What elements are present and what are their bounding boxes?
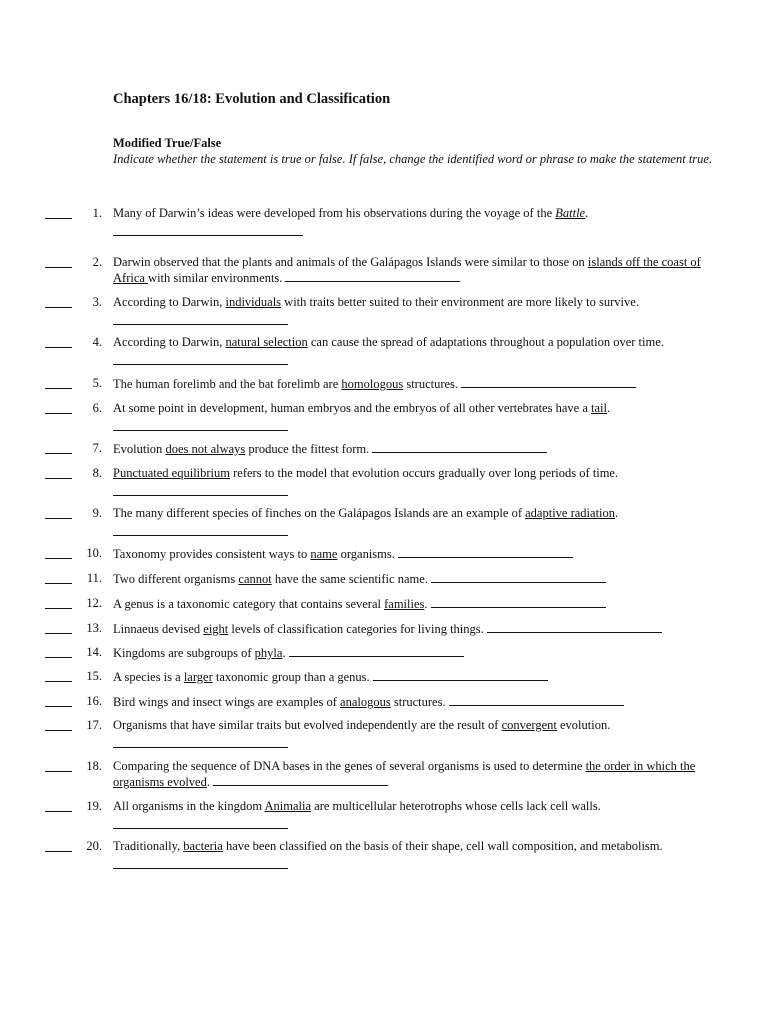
statement-text: . [282,646,286,660]
statement-text: can cause the spread of adaptations throughout a population over time. [307,335,664,349]
question-number: 4. [92,335,102,349]
statement-text: . [615,506,619,520]
question-statement [113,466,725,496]
answer-blank[interactable] [45,267,72,268]
statement-text: have been classified on the basis of their shape, cell wall composition, and metabolism. [222,839,663,853]
page-title: Chapters 16/18: Evolution and Classification [113,91,391,107]
correction-line[interactable] [213,774,388,786]
identified-term: families [384,597,425,611]
question-number: 14. [86,645,102,659]
question-number: 15. [86,669,102,683]
identified-term: tail [591,401,607,415]
question-number: 19. [86,799,102,813]
statement-text: A genus is a taxonomic category that contains several [113,597,385,611]
answer-blank[interactable] [45,218,72,219]
question-number: 9. [92,506,102,520]
statement-text: At some point in development, human embryos and the embryos of all other vertebrates have a [113,401,591,415]
answer-blank[interactable] [45,478,72,479]
question-statement [113,506,725,536]
answer-blank[interactable] [45,388,72,389]
statement-text: structures. [403,377,459,391]
question-statement [113,694,725,710]
statement-text: evolution. [556,718,611,732]
question-statement [113,621,725,637]
correction-line[interactable] [113,817,288,829]
statement-text: . [585,206,589,220]
question-statement [113,401,725,431]
question-number: 17. [86,718,102,732]
correction-line[interactable] [113,857,288,869]
statement-text: All organisms in the kingdom [113,799,265,813]
correction-line[interactable] [373,669,548,681]
answer-blank[interactable] [45,851,72,852]
identified-term: islands off the coast of Africa [113,255,701,285]
statement-text: Evolution [113,442,166,456]
question-number: 8. [92,466,102,480]
section-instructions: Indicate whether the statement is true or false. If false, change the identified word or phrase to make the statement true. [113,152,713,166]
statement-text: Comparing the sequence of DNA bases in the genes of several organisms is used to determine [113,759,586,773]
answer-blank[interactable] [45,583,72,584]
correction-line[interactable] [372,441,547,453]
answer-blank[interactable] [45,558,72,559]
question-statement [113,799,725,829]
question-number: 7. [92,441,102,455]
answer-blank[interactable] [45,811,72,812]
question-statement [113,376,725,392]
question-statement [113,596,725,612]
statement-text: with similar environments. [148,271,283,285]
question-statement [113,669,725,685]
question-number: 3. [92,295,102,309]
statement-text: The human forelimb and the bat forelimb are [113,377,342,391]
correction-line[interactable] [461,376,636,388]
answer-blank[interactable] [45,347,72,348]
answer-blank[interactable] [45,307,72,308]
identified-term: adaptive radiation [525,506,616,520]
statement-text: Traditionally, [113,839,184,853]
question-statement [113,839,725,869]
identified-term: natural selection [225,335,308,349]
statement-text: have the same scientific name. [271,572,428,586]
correction-line[interactable] [113,419,288,431]
question-number: 6. [92,401,102,415]
statement-text: refers to the model that evolution occurs gradually over long periods of time. [230,466,619,480]
question-number: 5. [92,376,102,390]
answer-blank[interactable] [45,518,72,519]
answer-blank[interactable] [45,633,72,634]
statement-text: Two different organisms [113,572,239,586]
question-statement [113,546,725,562]
correction-line[interactable] [431,596,606,608]
statement-text: structures. [390,695,446,709]
identified-term: Battle [555,206,586,220]
statement-text: A species is a [113,670,184,684]
correction-line[interactable] [113,313,288,325]
identified-term: name [310,547,338,561]
question-statement [113,441,725,457]
question-number: 11. [86,571,102,585]
statement-text: . [606,401,611,415]
question-statement [113,295,725,325]
identified-term: the order in which the organisms evolved [113,759,696,789]
correction-line[interactable] [113,524,288,536]
identified-term: phyla [254,646,283,660]
statement-text: Many of Darwin’s ideas were developed from his observations during the voyage of the [113,206,556,220]
question-statement [113,255,725,286]
identified-term: cannot [238,572,272,586]
identified-term: Animalia [264,799,312,813]
question-statement [113,571,725,587]
statement-text: Kingdoms are subgroups of [113,646,255,660]
answer-blank[interactable] [45,771,72,772]
identified-term: convergent [501,718,557,732]
question-number: 1. [92,206,102,220]
statement-text: Taxonomy provides consistent ways to [113,547,311,561]
question-number: 20. [86,839,102,853]
question-statement [113,206,725,236]
question-statement [113,645,725,661]
answer-blank[interactable] [45,730,72,731]
question-statement [113,759,725,790]
identified-term: homologous [341,377,404,391]
correction-line[interactable] [113,736,288,748]
statement-text: . [424,597,428,611]
statement-text: levels of classification categories for living things. [228,622,484,636]
correction-line[interactable] [113,484,288,496]
correction-line[interactable] [113,224,303,236]
correction-line[interactable] [487,621,662,633]
statement-text: Darwin observed that the plants and animals of the Galápagos Islands were similar to those on [113,255,588,269]
identified-term: analogous [340,695,391,709]
statement-text: According to Darwin, [113,295,226,309]
question-number: 12. [86,596,102,610]
identified-term: eight [203,622,229,636]
statement-text: organisms. [337,547,395,561]
correction-line[interactable] [285,270,460,282]
answer-blank[interactable] [45,681,72,682]
correction-line[interactable] [431,571,606,583]
statement-text: Organisms that have similar traits but evolved independently are the result of [113,718,502,732]
statement-text: Bird wings and insect wings are examples of [113,695,341,709]
section-heading: Modified True/False [113,136,222,150]
answer-blank[interactable] [45,657,72,658]
statement-text: are multicellular heterotrophs whose cells lack cell walls. [311,799,601,813]
identified-term: Punctuated equilibrium [113,466,230,480]
answer-blank[interactable] [45,413,72,414]
question-number: 16. [86,694,102,708]
question-number: 10. [86,546,102,560]
identified-term: individuals [225,295,282,309]
answer-blank[interactable] [45,608,72,609]
correction-line[interactable] [113,353,288,365]
identified-term: larger [183,670,213,684]
statement-text: Linnaeus devised [113,622,204,636]
question-statement [113,335,725,365]
question-statement [113,718,725,748]
question-number: 18. [86,759,102,773]
correction-line[interactable] [289,645,464,657]
statement-text: taxonomic group than a genus. [212,670,370,684]
statement-text: . [206,775,210,789]
question-number: 2. [92,255,102,269]
correction-line[interactable] [449,694,624,706]
question-number: 13. [86,621,102,635]
correction-line[interactable] [398,546,573,558]
statement-text: with traits better suited to their environment are more likely to survive. [281,295,639,309]
answer-blank[interactable] [45,453,72,454]
identified-term: bacteria [183,839,223,853]
identified-term: does not always [165,442,246,456]
statement-text: produce the fittest form. [245,442,370,456]
statement-text: According to Darwin, [113,335,226,349]
statement-text: The many different species of finches on the Galápagos Islands are an example of [113,506,526,520]
answer-blank[interactable] [45,706,72,707]
